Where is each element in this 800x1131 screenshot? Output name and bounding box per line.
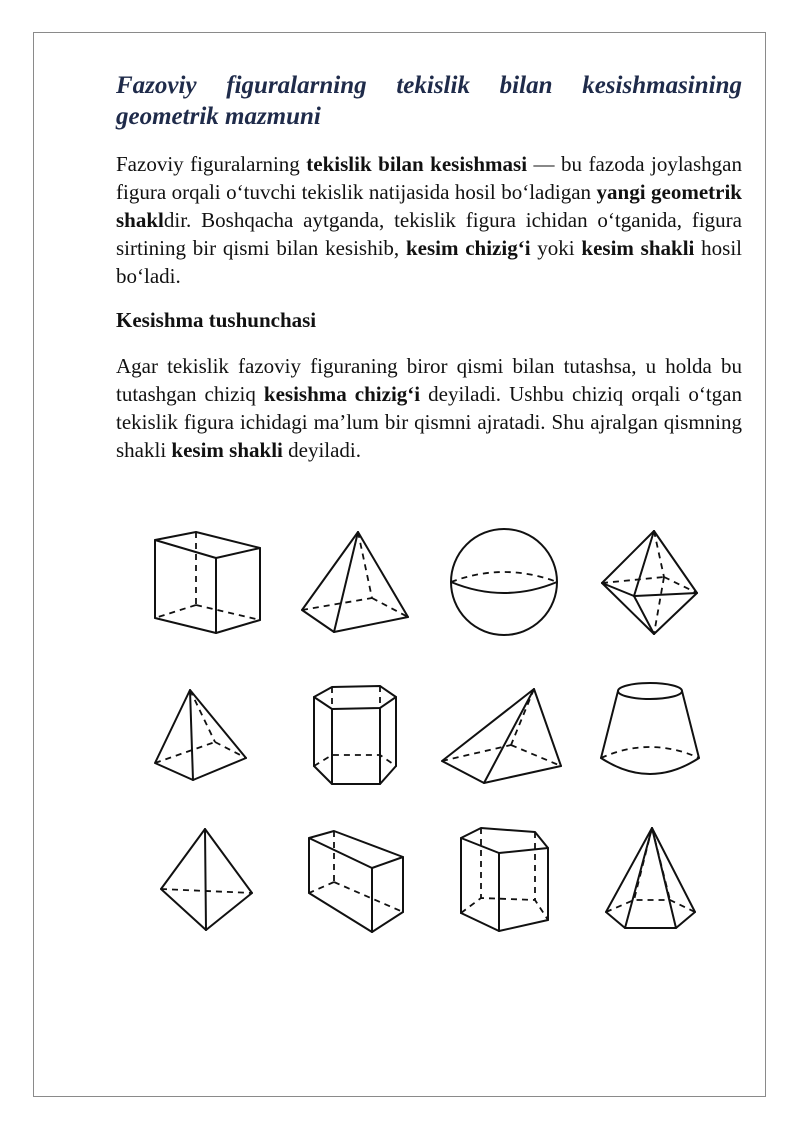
- definition-text-1: Agar tekislik fazoviy figuraning biror qismi bilan tutashsa, u holda bu tutashgan chiziq: [116, 354, 742, 406]
- cube-icon: [155, 532, 260, 633]
- sphere-icon: [451, 529, 557, 635]
- definition-bold-1: kesishma chizig‘i: [263, 382, 421, 406]
- intro-bold-4: kesim shakli: [581, 236, 695, 260]
- intro-bold-2: yangi geometrik shakl: [116, 180, 742, 232]
- hexagonal-prism-icon: [314, 686, 396, 784]
- intro-text-5: hosil bo‘ladi.: [116, 236, 742, 288]
- definition-text-3: deyiladi.: [282, 438, 362, 462]
- intro-text-1: Fazoviy figuralarning: [116, 152, 307, 176]
- tetrahedron-icon: [161, 829, 252, 930]
- octahedron-icon: [602, 531, 697, 634]
- definition-text-2: deyiladi. Ushbu chiziq orqali o‘tgan tekislik figura ichidagi ma’lum bir qismni ajratadi. Shu ajralgan qismning shakli: [116, 382, 742, 462]
- pentagonal-pyramid-icon: [606, 828, 695, 928]
- rectangular-prism-icon: [309, 831, 403, 932]
- intro-text-2: — bu fazoda joylashgan figura orqali o‘tuvchi tekislik natijasida hosil bo‘ladigan: [116, 152, 743, 204]
- wedge-icon: [442, 689, 561, 783]
- square-pyramid-icon: [302, 532, 408, 632]
- intro-bold-3: kesim chizig‘i: [405, 236, 531, 260]
- intro-bold-1: tekislik bilan kesishmasi: [306, 152, 528, 176]
- page-title: Fazoviy figuralarning tekislik bilan kesishmasining geometrik mazmuni: [116, 72, 742, 130]
- triangular-prism-icon: [155, 690, 246, 780]
- intro-text-4: yoki: [530, 236, 582, 260]
- frustum-icon: [601, 683, 699, 774]
- pentagonal-prism-icon: [461, 828, 548, 931]
- intro-text-3: dir. Boshqacha aytganda, tekislik figura ichidan o‘tganida, figura sirtining bir qismi bilan kesishib,: [116, 208, 742, 260]
- section-heading: Kesishma tushunchasi: [116, 308, 317, 332]
- definition-bold-2: kesim shakli: [171, 438, 283, 462]
